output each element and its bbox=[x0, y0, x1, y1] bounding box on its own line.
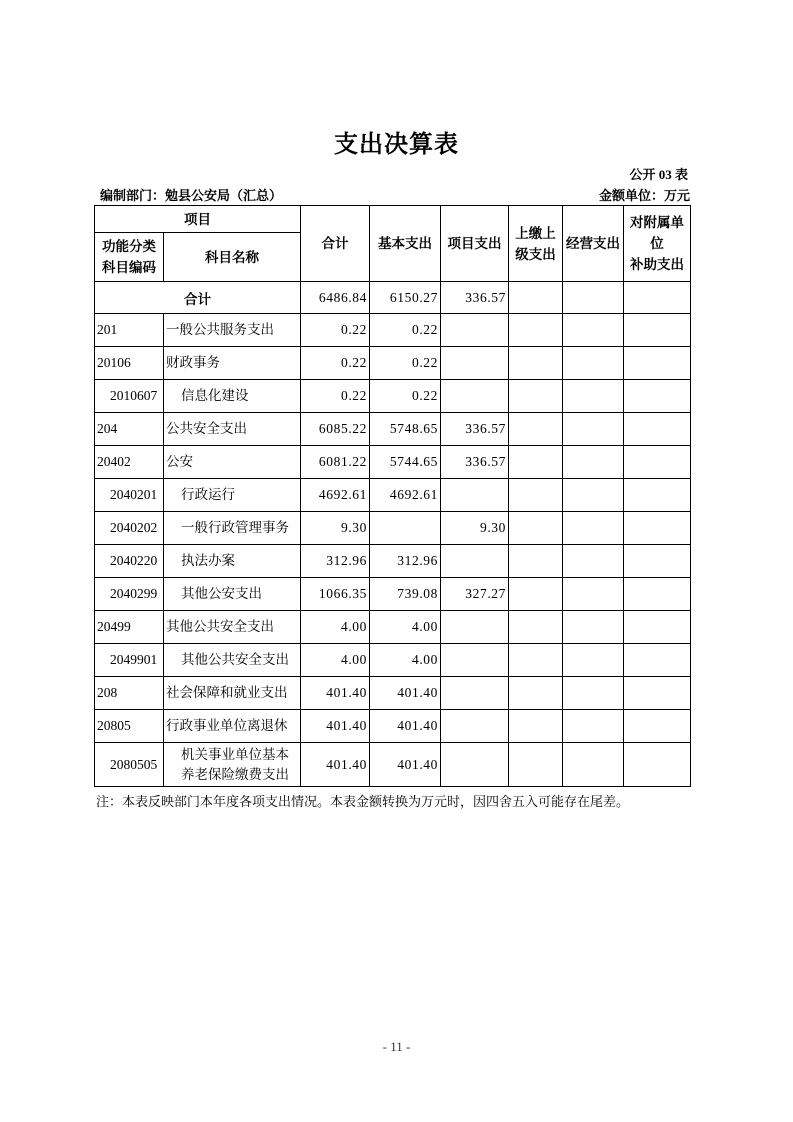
row-subsidy bbox=[624, 611, 691, 644]
total-amount: 6486.84 bbox=[301, 282, 370, 314]
table-row bbox=[95, 479, 691, 512]
row-code: 208 bbox=[95, 677, 164, 710]
row-project bbox=[441, 644, 509, 677]
row-upper bbox=[509, 545, 563, 578]
header-project: 项目 bbox=[95, 206, 301, 233]
table-row bbox=[95, 314, 691, 347]
row-project: 327.27 bbox=[441, 578, 509, 611]
total-project: 336.57 bbox=[441, 282, 509, 314]
header-upper-line2: 级支出 bbox=[515, 246, 556, 262]
row-code: 2049901 bbox=[95, 644, 164, 677]
row-code: 201 bbox=[95, 314, 164, 347]
row-business bbox=[563, 380, 624, 413]
row-basic: 401.40 bbox=[370, 743, 441, 787]
row-project bbox=[441, 545, 509, 578]
row-business bbox=[563, 314, 624, 347]
row-upper bbox=[509, 413, 563, 446]
row-basic: 739.08 bbox=[370, 578, 441, 611]
header-total: 合计 bbox=[301, 206, 370, 282]
row-name: 财政事务 bbox=[164, 347, 301, 380]
table-note: 注：本表反映部门本年度各项支出情况。本表金额转换为万元时，因四舍五入可能存在尾差。 bbox=[96, 794, 630, 809]
row-name: 行政事业单位离退休 bbox=[164, 710, 301, 743]
row-business bbox=[563, 578, 624, 611]
header-upper-remit bbox=[509, 206, 563, 282]
row-name: 一般行政管理事务 bbox=[164, 512, 301, 545]
header-code bbox=[95, 233, 164, 282]
row-project bbox=[441, 677, 509, 710]
row-code: 2080505 bbox=[95, 743, 164, 787]
row-project bbox=[441, 347, 509, 380]
row-code: 2040202 bbox=[95, 512, 164, 545]
row-basic: 4.00 bbox=[370, 644, 441, 677]
row-code: 20402 bbox=[95, 446, 164, 479]
row-code: 204 bbox=[95, 413, 164, 446]
header-subsidy bbox=[624, 206, 691, 282]
table-row bbox=[95, 512, 691, 545]
row-project: 336.57 bbox=[441, 413, 509, 446]
row-basic: 0.22 bbox=[370, 380, 441, 413]
row-business bbox=[563, 545, 624, 578]
row-subsidy bbox=[624, 677, 691, 710]
row-upper bbox=[509, 512, 563, 545]
row-total: 401.40 bbox=[301, 710, 370, 743]
row-project: 9.30 bbox=[441, 512, 509, 545]
header-subsidy-line2: 补助支出 bbox=[630, 257, 684, 272]
row-total: 9.30 bbox=[301, 512, 370, 545]
row-name: 其他公安支出 bbox=[164, 578, 301, 611]
header-name: 科目名称 bbox=[164, 233, 301, 282]
row-total: 0.22 bbox=[301, 314, 370, 347]
row-project bbox=[441, 314, 509, 347]
table-row bbox=[95, 413, 691, 446]
row-subsidy bbox=[624, 512, 691, 545]
row-business bbox=[563, 710, 624, 743]
header-code-line1: 功能分类 bbox=[102, 239, 156, 254]
row-name: 机关事业单位基本养老保险缴费支出 bbox=[164, 743, 301, 787]
form-number: 公开 03 表 bbox=[629, 167, 688, 182]
row-total: 401.40 bbox=[301, 743, 370, 787]
total-subsidy bbox=[624, 282, 691, 314]
table-row bbox=[95, 743, 691, 787]
row-project bbox=[441, 710, 509, 743]
table-body bbox=[95, 282, 691, 787]
row-subsidy bbox=[624, 413, 691, 446]
row-basic bbox=[370, 512, 441, 545]
row-upper bbox=[509, 380, 563, 413]
row-subsidy bbox=[624, 743, 691, 787]
row-total: 0.22 bbox=[301, 347, 370, 380]
row-code: 20499 bbox=[95, 611, 164, 644]
table-row bbox=[95, 710, 691, 743]
header-subsidy-line1: 对附属单位 bbox=[630, 215, 684, 251]
table-row bbox=[95, 380, 691, 413]
row-upper bbox=[509, 677, 563, 710]
row-code: 20805 bbox=[95, 710, 164, 743]
row-business bbox=[563, 512, 624, 545]
total-basic: 6150.27 bbox=[370, 282, 441, 314]
row-basic: 401.40 bbox=[370, 677, 441, 710]
row-upper bbox=[509, 347, 563, 380]
row-subsidy bbox=[624, 446, 691, 479]
row-subsidy bbox=[624, 380, 691, 413]
row-project bbox=[441, 479, 509, 512]
row-name: 信息化建设 bbox=[164, 380, 301, 413]
row-business bbox=[563, 347, 624, 380]
row-business bbox=[563, 479, 624, 512]
row-subsidy bbox=[624, 479, 691, 512]
row-project bbox=[441, 743, 509, 787]
row-code: 20106 bbox=[95, 347, 164, 380]
row-business bbox=[563, 611, 624, 644]
row-total: 312.96 bbox=[301, 545, 370, 578]
row-business bbox=[563, 743, 624, 787]
unit-label: 金额单位：万元 bbox=[598, 188, 690, 203]
row-subsidy bbox=[624, 347, 691, 380]
row-total: 4.00 bbox=[301, 611, 370, 644]
row-basic: 4692.61 bbox=[370, 479, 441, 512]
total-upper bbox=[509, 282, 563, 314]
row-upper bbox=[509, 644, 563, 677]
row-total: 0.22 bbox=[301, 380, 370, 413]
table-row bbox=[95, 578, 691, 611]
row-business bbox=[563, 413, 624, 446]
row-subsidy bbox=[624, 710, 691, 743]
row-code: 2040201 bbox=[95, 479, 164, 512]
row-basic: 5744.65 bbox=[370, 446, 441, 479]
total-business bbox=[563, 282, 624, 314]
row-total: 6081.22 bbox=[301, 446, 370, 479]
row-basic: 0.22 bbox=[370, 314, 441, 347]
row-upper bbox=[509, 611, 563, 644]
row-upper bbox=[509, 314, 563, 347]
row-name: 行政运行 bbox=[164, 479, 301, 512]
row-name: 执法办案 bbox=[164, 545, 301, 578]
row-subsidy bbox=[624, 314, 691, 347]
row-name: 公安 bbox=[164, 446, 301, 479]
expenditure-table bbox=[94, 205, 691, 787]
row-upper bbox=[509, 578, 563, 611]
table-row bbox=[95, 644, 691, 677]
row-upper bbox=[509, 743, 563, 787]
row-name: 其他公共安全支出 bbox=[164, 644, 301, 677]
row-total: 1066.35 bbox=[301, 578, 370, 611]
table-row bbox=[95, 677, 691, 710]
row-subsidy bbox=[624, 644, 691, 677]
row-name: 社会保障和就业支出 bbox=[164, 677, 301, 710]
header-basic: 基本支出 bbox=[370, 206, 441, 282]
row-basic: 0.22 bbox=[370, 347, 441, 380]
header-business: 经营支出 bbox=[563, 206, 624, 282]
row-business bbox=[563, 677, 624, 710]
header-code-line2: 科目编码 bbox=[102, 260, 156, 275]
table-row bbox=[95, 611, 691, 644]
row-name: 其他公共安全支出 bbox=[164, 611, 301, 644]
row-project bbox=[441, 611, 509, 644]
row-business bbox=[563, 644, 624, 677]
table-row bbox=[95, 446, 691, 479]
row-upper bbox=[509, 446, 563, 479]
header-upper-line1: 上缴上 bbox=[515, 225, 556, 241]
row-name: 公共安全支出 bbox=[164, 413, 301, 446]
row-code: 2010607 bbox=[95, 380, 164, 413]
total-label: 合计 bbox=[95, 282, 301, 314]
table-row bbox=[95, 347, 691, 380]
row-name: 一般公共服务支出 bbox=[164, 314, 301, 347]
row-code: 2040299 bbox=[95, 578, 164, 611]
row-basic: 401.40 bbox=[370, 710, 441, 743]
row-basic: 5748.65 bbox=[370, 413, 441, 446]
page-title: 支出决算表 bbox=[334, 132, 459, 158]
row-total: 401.40 bbox=[301, 677, 370, 710]
row-subsidy bbox=[624, 578, 691, 611]
row-subsidy bbox=[624, 545, 691, 578]
page-number: - 11 - bbox=[382, 1039, 411, 1054]
row-basic: 312.96 bbox=[370, 545, 441, 578]
row-upper bbox=[509, 479, 563, 512]
header-project-expense: 项目支出 bbox=[441, 206, 509, 282]
row-basic: 4.00 bbox=[370, 611, 441, 644]
row-total: 6085.22 bbox=[301, 413, 370, 446]
row-business bbox=[563, 446, 624, 479]
row-upper bbox=[509, 710, 563, 743]
total-row bbox=[95, 282, 691, 314]
row-project bbox=[441, 380, 509, 413]
row-total: 4692.61 bbox=[301, 479, 370, 512]
department-label: 编制部门：勉县公安局（汇总） bbox=[100, 188, 283, 203]
row-total: 4.00 bbox=[301, 644, 370, 677]
row-project: 336.57 bbox=[441, 446, 509, 479]
row-code: 2040220 bbox=[95, 545, 164, 578]
table-row bbox=[95, 545, 691, 578]
